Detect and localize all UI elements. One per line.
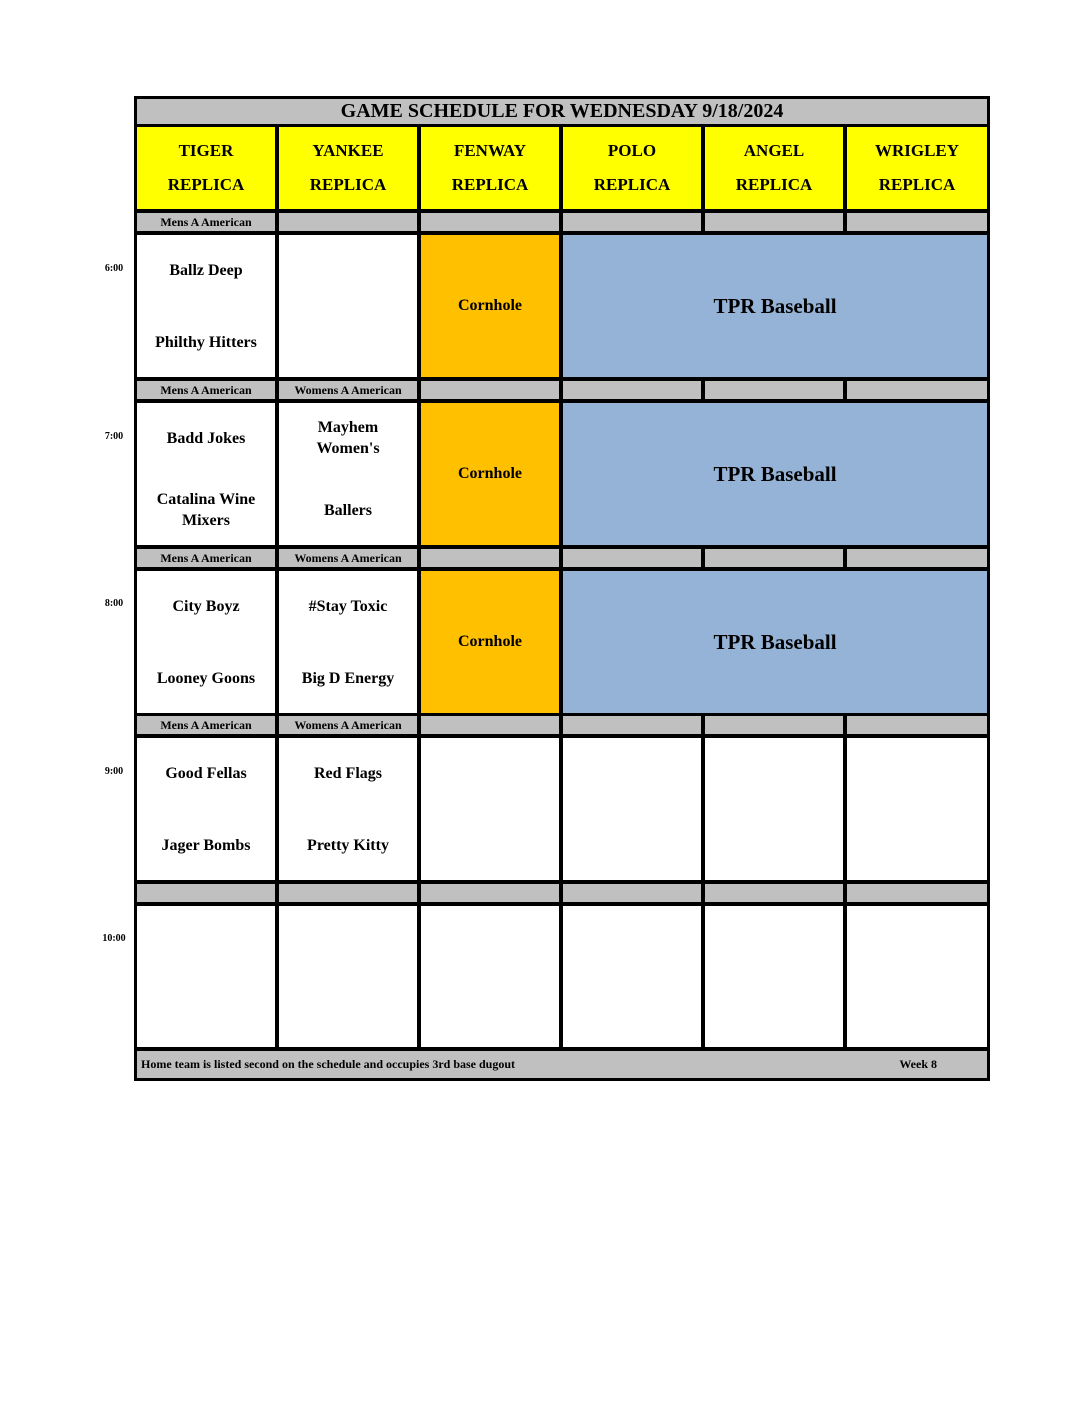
field-header-polo <box>563 127 701 209</box>
field-header-wrigley <box>847 127 987 209</box>
division-label <box>563 549 701 567</box>
field-sub: REPLICA <box>593 175 671 194</box>
page-title: GAME SCHEDULE FOR WEDNESDAY 9/18/2024 <box>137 99 987 124</box>
division-label <box>421 884 559 902</box>
empty-cell <box>137 906 275 1047</box>
division-label: Womens A American <box>279 716 417 734</box>
division-label <box>705 549 843 567</box>
game-cell-tiger <box>137 235 275 377</box>
division-label: Mens A American <box>137 549 275 567</box>
away-team: Red Flags <box>314 764 382 782</box>
field-name: ANGEL <box>743 141 805 160</box>
game-cell-tiger <box>137 571 275 713</box>
division-label <box>705 213 843 231</box>
field-header-yankee <box>279 127 417 209</box>
field-sub: REPLICA <box>735 175 813 194</box>
field-header-angel <box>705 127 843 209</box>
game-cell-yankee <box>279 571 417 713</box>
time-label: 10:00 <box>102 933 126 944</box>
game-cell-tiger <box>137 403 275 545</box>
empty-cell <box>421 738 559 880</box>
away-team: Mayhem Women's <box>316 419 380 457</box>
empty-cell <box>563 906 701 1047</box>
away-team: Ballz Deep <box>169 261 243 279</box>
time-label: 6:00 <box>104 263 124 274</box>
division-label: Womens A American <box>279 549 417 567</box>
division-label: Mens A American <box>137 381 275 399</box>
time-label: 9:00 <box>104 766 124 777</box>
footer-bar <box>137 1051 987 1078</box>
tpr-baseball-block: TPR Baseball <box>563 571 987 713</box>
away-team: City Boyz <box>172 597 240 615</box>
division-label <box>137 884 275 902</box>
division-label <box>421 716 559 734</box>
division-label <box>563 716 701 734</box>
home-team: Big D Energy <box>301 669 395 687</box>
home-team: Philthy Hitters <box>155 333 257 351</box>
division-label <box>847 549 987 567</box>
cornhole-block: Cornhole <box>421 403 559 545</box>
division-label <box>421 549 559 567</box>
division-label: Mens A American <box>137 213 275 231</box>
time-label: 8:00 <box>104 598 124 609</box>
footer-note: Home team is listed second on the schedule and occupies 3rd base dugout <box>141 1057 516 1071</box>
division-label <box>705 381 843 399</box>
field-name: YANKEE <box>312 141 384 160</box>
field-sub: REPLICA <box>451 175 529 194</box>
division-label <box>563 381 701 399</box>
home-team: Ballers <box>324 501 372 519</box>
game-cell-yankee <box>279 235 417 377</box>
division-label <box>563 213 701 231</box>
empty-cell <box>705 738 843 880</box>
home-team: Jager Bombs <box>161 836 251 854</box>
home-team: Catalina Wine Mixers <box>156 491 256 529</box>
division-label <box>421 381 559 399</box>
field-name: TIGER <box>178 141 234 160</box>
field-header-fenway <box>421 127 559 209</box>
field-name: FENWAY <box>453 141 527 160</box>
division-label <box>847 213 987 231</box>
field-sub: REPLICA <box>309 175 387 194</box>
home-team: Pretty Kitty <box>307 836 389 854</box>
field-sub: REPLICA <box>878 175 956 194</box>
tpr-baseball-block: TPR Baseball <box>563 235 987 377</box>
empty-cell <box>279 906 417 1047</box>
away-team: Badd Jokes <box>166 429 246 447</box>
empty-cell <box>847 906 987 1047</box>
away-team: #Stay Toxic <box>308 597 388 615</box>
empty-cell <box>421 906 559 1047</box>
time-label: 7:00 <box>104 431 124 442</box>
division-label <box>847 716 987 734</box>
division-label <box>279 213 417 231</box>
empty-cell <box>563 738 701 880</box>
cornhole-block: Cornhole <box>421 235 559 377</box>
division-label <box>847 381 987 399</box>
home-team: Looney Goons <box>156 669 256 687</box>
tpr-baseball-block: TPR Baseball <box>563 403 987 545</box>
division-label <box>563 884 701 902</box>
division-label: Mens A American <box>137 716 275 734</box>
field-name: WRIGLEY <box>874 141 960 160</box>
game-cell-yankee <box>279 403 417 545</box>
field-name: POLO <box>607 141 657 160</box>
division-label <box>279 884 417 902</box>
game-cell-yankee <box>279 738 417 880</box>
division-label <box>705 884 843 902</box>
game-cell-tiger <box>137 738 275 880</box>
empty-cell <box>705 906 843 1047</box>
field-header-tiger <box>137 127 275 209</box>
cornhole-block: Cornhole <box>421 571 559 713</box>
division-label <box>705 716 843 734</box>
division-label <box>847 884 987 902</box>
empty-cell <box>847 738 987 880</box>
division-label: Womens A American <box>279 381 417 399</box>
field-sub: REPLICA <box>167 175 245 194</box>
week-label: Week 8 <box>899 1057 937 1071</box>
away-team: Good Fellas <box>165 764 247 782</box>
division-label <box>421 213 559 231</box>
